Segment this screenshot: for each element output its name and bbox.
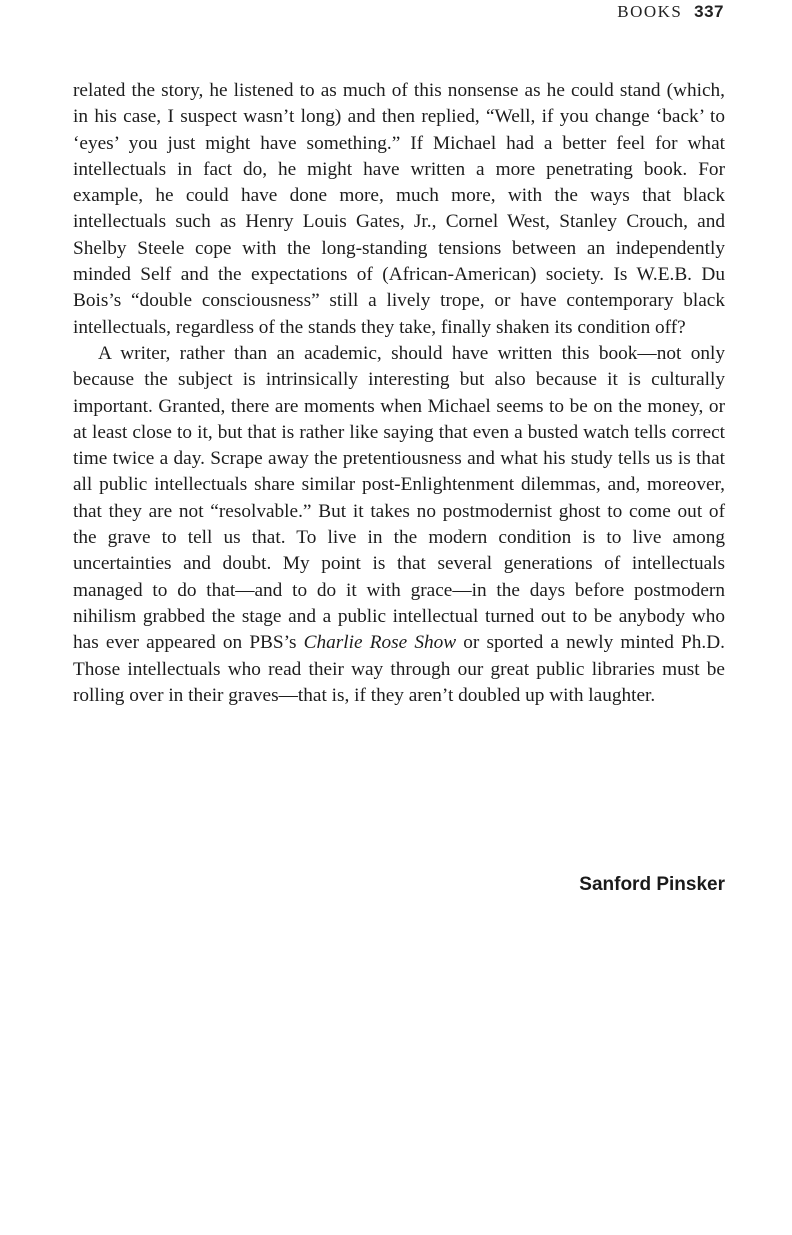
page-number: 337 [694, 2, 724, 21]
running-head [617, 2, 724, 22]
paragraph-2 [73, 341, 725, 709]
article-body [73, 78, 725, 709]
paragraph-2-text-end: or sported a newly minted Ph.D. Those intellectuals who read their way through our great public libraries must be rolling over in their graves—that is, if they aren’t doubled up with laughter. [73, 632, 725, 706]
paragraph-1: related the story, he listened to as much of this nonsense as he could stand (which, in his case, I suspect wasn’t long) and then replied, “Well, if you change ‘back’ to ‘eyes’ you just might have something.” If Michael had a better feel for what intellectuals in fact do, he might have written a more penetrating book. For example, he could have done more, much more, with the ways that black intellectuals such as Henry Louis Gates, Jr., Cornel West, Stanley Crouch, and Shelby Steele cope with the long-standing tensions between an independently minded Self and the expectations of (African-American) society. Is W.E.B. Du Bois’s “double consciousness” still a lively trope, or have contemporary black intellectuals, regardless of the stands they take, finally shaken its condition off? [73, 80, 725, 338]
running-head-section: BOOKS [617, 2, 683, 21]
show-title: Charlie Rose Show [303, 632, 457, 654]
paragraph-2-text-start: A writer, rather than an academic, should have written this book—not only because the subject is intrinsically interesting but also because it is culturally important. Granted, there are moments when Michael seems to be on the money, or at least close to it, but that is rather like saying that even a busted watch tells correct time twice a day. Scrape away the pretentiousness and what his study tells us is that all public intellectuals share similar post-Enlightenment dilemmas, and, moreover, that they are not “resolvable.” But it takes no postmodernist ghost to come out of the grave to tell us that. To live in the modern condition is to live among uncertainties and doubt. My point is that several generations of intellectuals managed to do that—and to do it with grace—in the days before postmodern nihilism grabbed the stage and a public intellectual turned out to be anybody who has ever appeared on PBS’s [73, 342, 725, 654]
author-signature: Sanford Pinsker [579, 874, 725, 895]
